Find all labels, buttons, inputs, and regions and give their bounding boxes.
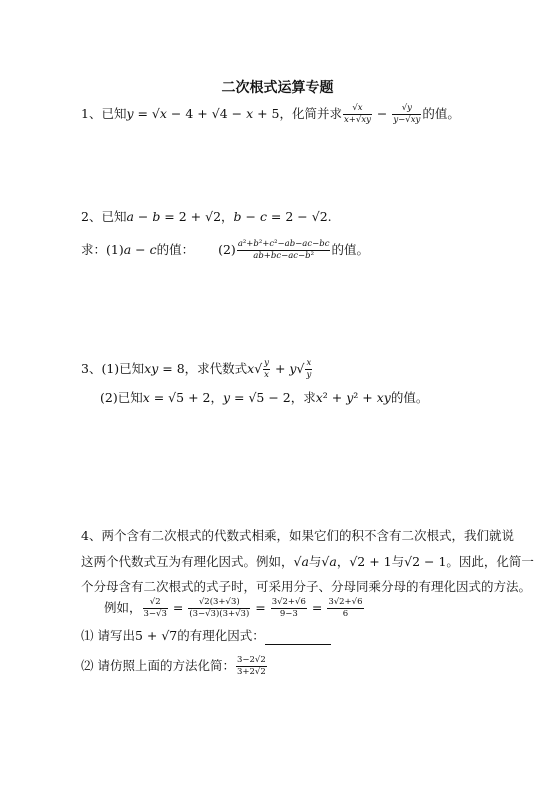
fraction-numerator: 𝑥 bbox=[306, 358, 312, 368]
problem-4-line-3: 个分母含有二次根式的式子时，可采用分子、分母同乘分母的有理化因式的方法。 bbox=[81, 579, 532, 594]
problem-3-prefix: 3、(1)已知𝑥𝑦 = 8，求代数式𝑥√ bbox=[81, 361, 263, 376]
fraction-denominator: 𝑦−√𝑥𝑦 bbox=[393, 115, 421, 125]
problem-1-suffix: 的值。 bbox=[422, 106, 460, 121]
problem-4-line-2: 这两个代数式互为有理化因式。例如，√𝑎与√𝑎，√2 + 1与√2 − 1。因此，化简一 bbox=[81, 554, 534, 569]
question-2-text: ⑵ 请仿照上面的方法化简： bbox=[81, 658, 235, 673]
problem-4-line-1: 4、两个含有二次根式的代数式相乘，如果它们的积不含有二次根式，我们就说 bbox=[81, 528, 514, 543]
problem-4-example bbox=[104, 598, 365, 619]
example-label: 例如， bbox=[104, 600, 142, 615]
fraction-denominator: 𝑦 bbox=[306, 370, 312, 380]
problem-4-question-1 bbox=[81, 627, 331, 645]
fraction-denominator: (3−√3)(3+√3) bbox=[189, 609, 250, 619]
example-fraction-4 bbox=[327, 598, 363, 619]
fraction-denominator: 𝑎𝑏+𝑏𝑐−𝑎𝑐−𝑏² bbox=[237, 250, 331, 261]
problem-3-part-2: (2)已知𝑥 = √5 + 2，𝑦 = √5 − 2，求𝑥² + 𝑦² + 𝑥𝑦的值。 bbox=[100, 390, 429, 405]
problem-2-part-2-label: (2) bbox=[218, 242, 236, 257]
question-1-text: ⑴ 请写出5 + √7的有理化因式： bbox=[81, 628, 265, 643]
example-fraction-1 bbox=[143, 598, 168, 619]
fraction-numerator: 𝑎²+𝑏²+𝑐²−𝑎𝑏−𝑎𝑐−𝑏𝑐 bbox=[237, 239, 330, 249]
problem-2-given: 2、已知𝑎 − 𝑏 = 2 + √2，𝑏 − 𝑐 = 2 − √2. bbox=[81, 209, 332, 224]
fraction-numerator: √2(3+√3) bbox=[198, 597, 240, 607]
fraction-numerator: 3√2+√6 bbox=[328, 597, 363, 607]
equals-sign: = bbox=[251, 600, 270, 615]
problem-2-fraction bbox=[237, 240, 331, 261]
fraction-denominator: 𝑥 bbox=[264, 370, 269, 380]
equals-sign: = bbox=[307, 600, 327, 615]
fraction-numerator: √𝑥 bbox=[352, 103, 363, 113]
problem-2-suffix: 的值。 bbox=[331, 242, 369, 257]
fraction-numerator: 3−2√2 bbox=[236, 655, 266, 665]
page-title: 二次根式运算专题 bbox=[221, 80, 334, 96]
example-fraction-3 bbox=[271, 598, 307, 619]
fraction-denominator: 3−√3 bbox=[143, 609, 167, 619]
fraction-numerator: √𝑦 bbox=[401, 103, 412, 113]
problem-1 bbox=[81, 104, 460, 125]
fraction-denominator: 9−3 bbox=[271, 608, 307, 619]
problem-3-fraction-1 bbox=[263, 359, 270, 380]
question-2-fraction bbox=[236, 656, 267, 677]
problem-3-fraction-2 bbox=[305, 359, 312, 380]
problem-1-prefix: 1、已知𝑦 = √𝑥 − 4 + √4 − 𝑥 + 5，化简并求 bbox=[81, 106, 343, 121]
problem-4-question-2 bbox=[81, 656, 268, 677]
example-fraction-2 bbox=[188, 598, 250, 619]
answer-blank[interactable] bbox=[265, 632, 331, 645]
problem-2-ask bbox=[81, 240, 369, 261]
problem-2-part-1: 求：(1)𝑎 − 𝑐的值： bbox=[81, 242, 195, 257]
fraction-denominator: 3+2√2 bbox=[236, 667, 266, 677]
fraction-denominator: 𝑥+√𝑥𝑦 bbox=[344, 115, 371, 125]
minus-sign: − bbox=[372, 106, 392, 121]
fraction-numerator: 𝑦 bbox=[264, 358, 269, 368]
equals-sign: = bbox=[168, 600, 188, 615]
fraction-numerator: 3√2+√6 bbox=[271, 597, 306, 607]
plus-term: + 𝑦√ bbox=[270, 361, 305, 376]
fraction-numerator: √2 bbox=[149, 597, 161, 607]
problem-1-fraction-2 bbox=[392, 104, 421, 125]
problem-3-part-1 bbox=[81, 359, 313, 380]
fraction-denominator: 6 bbox=[327, 608, 363, 619]
problem-1-fraction-1 bbox=[343, 104, 372, 125]
